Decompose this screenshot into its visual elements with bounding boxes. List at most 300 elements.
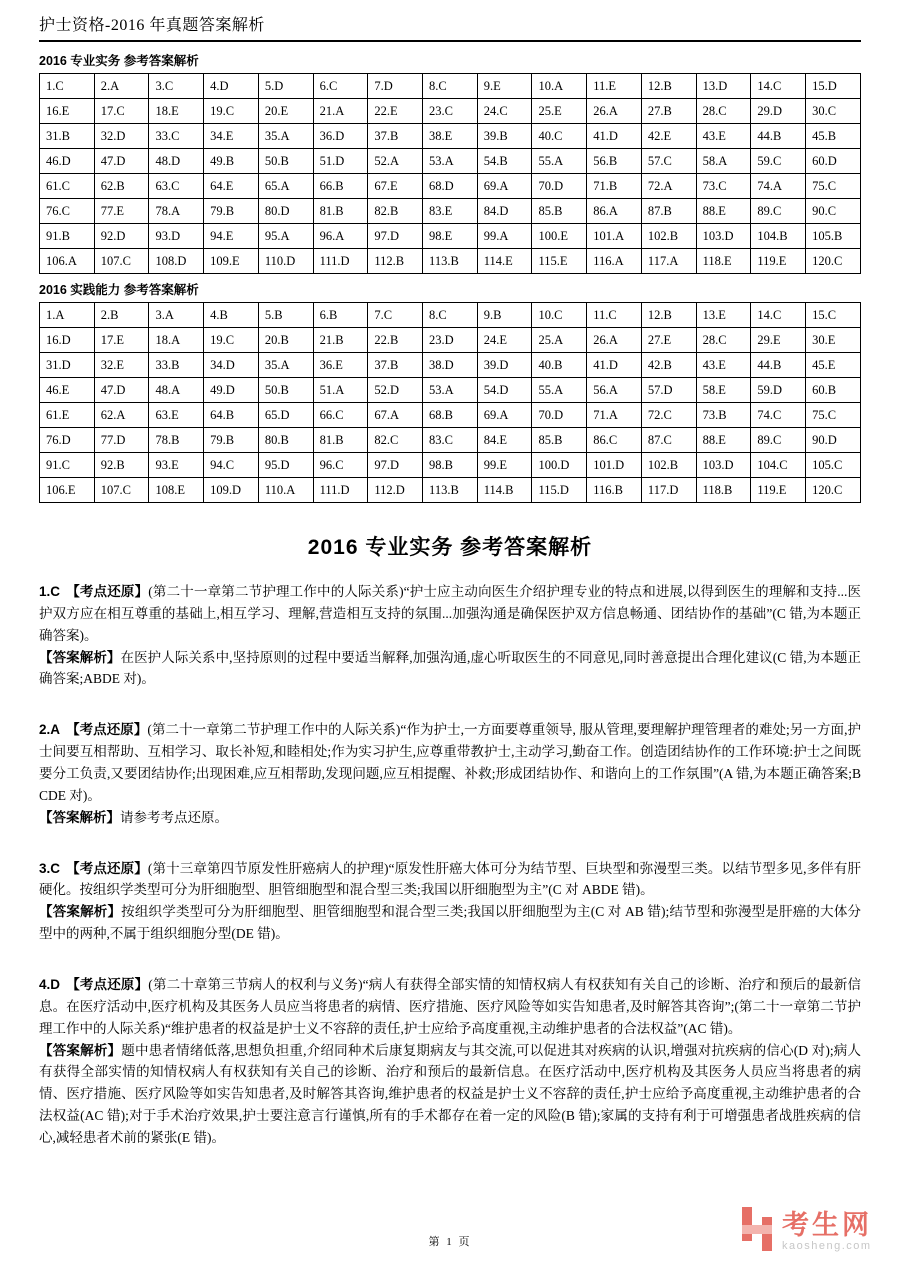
answer-cell: 72.A (641, 174, 696, 199)
answer-cell: 67.E (368, 174, 423, 199)
answer-cell: 38.E (423, 124, 478, 149)
answer-cell: 106.A (40, 249, 95, 274)
kaodian-paragraph (39, 974, 861, 1040)
answer-cell: 107.C (94, 249, 149, 274)
kaosheng-logo (739, 1206, 872, 1257)
answer-cell: 79.B (204, 199, 259, 224)
answer-cell: 95.A (258, 224, 313, 249)
answer-row (40, 224, 861, 249)
answer-cell: 44.B (751, 124, 806, 149)
answer-cell: 29.D (751, 99, 806, 124)
answer-row (40, 124, 861, 149)
answer-cell: 28.C (696, 99, 751, 124)
answer-cell: 95.D (258, 453, 313, 478)
answer-cell: 69.A (477, 403, 532, 428)
answer-cell: 31.B (40, 124, 95, 149)
answer-cell: 41.D (587, 124, 642, 149)
kaodian-text: (第二十一章第二节护理工作中的人际关系)“护士应主动向医生介绍护理专业的特点和进展,以得到医生的理解和支持...医护双方应在相互尊重的基础上,相互学习、理解,营造相互支持的氛围...加强沟通是确保医护双方信息畅通、团结协作的基础”(C 错,为本题正确答案)。 (39, 584, 862, 643)
page-number: 第 1 页 (428, 1236, 472, 1248)
answer-cell: 13.D (696, 74, 751, 99)
answer-cell: 82.B (368, 199, 423, 224)
answer-cell: 120.C (806, 249, 861, 274)
kaodian-label: 【考点还原】 (66, 977, 149, 993)
answer-cell: 67.A (368, 403, 423, 428)
answer-cell: 83.E (423, 199, 478, 224)
kaosheng-logo-icon (739, 1206, 775, 1257)
answer-cell: 16.D (40, 328, 95, 353)
answer-cell: 30.E (806, 328, 861, 353)
answer-cell: 112.D (368, 478, 423, 503)
answer-cell: 63.C (149, 174, 204, 199)
kaodian-label: 【考点还原】 (66, 584, 149, 599)
answer-cell: 99.E (477, 453, 532, 478)
answer-cell: 48.A (149, 378, 204, 403)
answer-cell: 57.D (641, 378, 696, 403)
answer-cell: 8.C (423, 303, 478, 328)
answer-cell: 57.C (641, 149, 696, 174)
answer-table-body (40, 74, 861, 274)
answer-cell: 70.D (532, 403, 587, 428)
answer-cell: 66.C (313, 403, 368, 428)
kaodian-label: 【考点还原】 (66, 722, 148, 738)
answer-cell: 46.D (40, 149, 95, 174)
answer-cell: 104.C (751, 453, 806, 478)
answer-cell: 115.E (532, 249, 587, 274)
answer-cell: 87.B (641, 199, 696, 224)
answer-cell: 39.B (477, 124, 532, 149)
answer-cell: 55.A (532, 378, 587, 403)
jiexi-text: 在医护人际关系中,坚持原则的过程中要适当解释,加强沟通,虚心听取医生的不同意见,同时善意提出合理化建议(C 错,为本题正确答案;ABDE 对)。 (39, 649, 861, 687)
answer-cell: 70.D (532, 174, 587, 199)
document-header-title: 护士资格-2016 年真题答案解析 (39, 12, 861, 42)
jiexi-label: 【答案解析】 (39, 1042, 122, 1058)
answer-cell: 48.D (149, 149, 204, 174)
answer-cell: 31.D (40, 353, 95, 378)
answer-cell: 85.B (532, 199, 587, 224)
answer-cell: 19.C (204, 328, 259, 353)
answer-cell: 23.C (423, 99, 478, 124)
answer-cell: 40.C (532, 124, 587, 149)
answer-cell: 69.A (477, 174, 532, 199)
answer-cell: 9.B (477, 303, 532, 328)
answer-cell: 84.E (477, 428, 532, 453)
answer-cell: 5.B (258, 303, 313, 328)
table-title-zhuanye-shiwu: 2016 专业实务 参考答案解析 (39, 54, 199, 68)
answer-cell: 1.C (40, 74, 95, 99)
answer-cell: 64.E (204, 174, 259, 199)
answer-cell: 50.B (258, 149, 313, 174)
answer-cell: 87.C (641, 428, 696, 453)
answer-cell: 81.B (313, 199, 368, 224)
kaosheng-logo-text (782, 1211, 872, 1253)
jiexi-paragraph (39, 807, 861, 829)
answer-cell: 97.D (368, 224, 423, 249)
answer-cell: 54.D (477, 378, 532, 403)
answer-cell: 45.E (806, 353, 861, 378)
answer-row (40, 74, 861, 99)
answer-cell: 79.B (204, 428, 259, 453)
answer-cell: 43.E (696, 353, 751, 378)
answer-row (40, 303, 861, 328)
answer-cell: 115.D (532, 478, 587, 503)
answer-cell: 118.E (696, 249, 751, 274)
answer-cell: 88.E (696, 428, 751, 453)
answer-cell: 16.E (40, 99, 95, 124)
answer-cell: 11.E (587, 74, 642, 99)
answer-cell: 105.C (806, 453, 861, 478)
answer-cell: 88.E (696, 199, 751, 224)
answer-row (40, 328, 861, 353)
answer-cell: 75.C (806, 403, 861, 428)
answer-cell: 100.D (532, 453, 587, 478)
explanation-block-3 (39, 858, 861, 945)
jiexi-paragraph (39, 901, 861, 945)
answer-cell: 80.D (258, 199, 313, 224)
answer-cell: 35.A (258, 353, 313, 378)
answer-cell: 83.C (423, 428, 478, 453)
kaosheng-logo-domain: kaosheng.com (782, 1240, 872, 1253)
answer-row (40, 428, 861, 453)
answer-cell: 21.B (313, 328, 368, 353)
answer-cell: 34.E (204, 124, 259, 149)
answer-cell: 14.C (751, 74, 806, 99)
answer-cell: 110.A (258, 478, 313, 503)
answer-cell: 40.B (532, 353, 587, 378)
answer-cell: 23.D (423, 328, 478, 353)
answer-cell: 114.E (477, 249, 532, 274)
answer-cell: 97.D (368, 453, 423, 478)
answer-row (40, 478, 861, 503)
answer-cell: 104.B (751, 224, 806, 249)
answer-cell: 59.D (751, 378, 806, 403)
answer-cell: 86.A (587, 199, 642, 224)
answer-cell: 52.A (368, 149, 423, 174)
answer-cell: 98.E (423, 224, 478, 249)
answer-cell: 6.B (313, 303, 368, 328)
answer-cell: 46.E (40, 378, 95, 403)
answer-cell: 94.C (204, 453, 259, 478)
answer-cell: 61.C (40, 174, 95, 199)
answer-table-zhuanye-shiwu (39, 73, 861, 274)
question-number: 3.C (39, 860, 61, 876)
answer-cell: 89.C (751, 428, 806, 453)
answer-cell: 102.B (641, 224, 696, 249)
jiexi-text: 题中患者情绪低落,思想负担重,介绍同种术后康复期病友与其交流,可以促进其对疾病的认识,增强对抗疾病的信心(D 对);病人有获得全部实情的知情权病人有权获知有关自己的诊断、治疗和预后的最新信息。在医疗活动中,医疗机构及其医务人员应当将患者的病情、医疗措施、医疗风险等如实告知患者,及时解答其咨询,维护患者的权益是护士义不容辞的责任,护士应给予高度重视,主动维护患者的合法权益(AC 错);对于手术治疗效果,护士要注意言行谨慎,所有的手术都存在着一定的风险(B 错);家属的支持有利于可增强患者战胜疾病的信心,减轻患者术前的紧张(E 错)。 (39, 1042, 862, 1146)
answer-cell: 33.B (149, 353, 204, 378)
answer-cell: 109.D (204, 478, 259, 503)
answer-cell: 90.C (806, 199, 861, 224)
answer-cell: 5.D (258, 74, 313, 99)
answer-cell: 24.C (477, 99, 532, 124)
answer-cell: 51.A (313, 378, 368, 403)
answer-cell: 19.C (204, 99, 259, 124)
answer-cell: 110.D (258, 249, 313, 274)
explanation-block-4 (39, 974, 861, 1149)
answer-cell: 76.D (40, 428, 95, 453)
answer-cell: 60.D (806, 149, 861, 174)
answer-cell: 116.A (587, 249, 642, 274)
answer-cell: 8.C (423, 74, 478, 99)
jiexi-label: 【答案解析】 (39, 904, 122, 920)
answer-cell: 113.B (423, 478, 478, 503)
answer-cell: 37.B (368, 353, 423, 378)
answer-cell: 18.A (149, 328, 204, 353)
jiexi-paragraph (39, 647, 861, 691)
kaodian-paragraph (39, 581, 861, 647)
answer-cell: 59.C (751, 149, 806, 174)
answer-cell: 44.B (751, 353, 806, 378)
answer-cell: 15.C (806, 303, 861, 328)
answer-cell: 42.B (641, 353, 696, 378)
answer-cell: 89.C (751, 199, 806, 224)
answer-cell: 17.C (94, 99, 149, 124)
answer-cell: 2.B (94, 303, 149, 328)
answer-cell: 25.E (532, 99, 587, 124)
answer-cell: 49.B (204, 149, 259, 174)
answer-cell: 3.C (149, 74, 204, 99)
answer-cell: 61.E (40, 403, 95, 428)
answer-cell: 91.C (40, 453, 95, 478)
answer-row (40, 99, 861, 124)
answer-cell: 42.E (641, 124, 696, 149)
answer-cell: 45.B (806, 124, 861, 149)
kaodian-text: (第二十一章第二节护理工作中的人际关系)“作为护士,一方面要尊重领导, 服从管理,要理解护理管理者的难处;另一方面,护士间要互相帮助、互相学习、取长补短,和睦相处;作为实习护生,应尊重带教护士,主动学习,勤奋工作。创造团结协作的工作环境:护士之间既要分工负责,又要团结协作;出现困难,应互相帮助,发现问题,应互相提醒、补救;形成团结协作、和谐向上的工作氛围”(A 错,为本题正确答案;BCDE 对)。 (39, 722, 861, 803)
answer-row (40, 403, 861, 428)
answer-cell: 71.A (587, 403, 642, 428)
answer-cell: 60.B (806, 378, 861, 403)
answer-cell: 108.D (149, 249, 204, 274)
answer-cell: 96.A (313, 224, 368, 249)
answer-cell: 10.A (532, 74, 587, 99)
answer-cell: 78.B (149, 428, 204, 453)
answer-cell: 112.B (368, 249, 423, 274)
answer-cell: 66.B (313, 174, 368, 199)
answer-cell: 26.A (587, 328, 642, 353)
answer-cell: 49.D (204, 378, 259, 403)
answer-cell: 117.A (641, 249, 696, 274)
answer-cell: 77.E (94, 199, 149, 224)
answer-cell: 81.B (313, 428, 368, 453)
answer-cell: 98.B (423, 453, 478, 478)
answer-cell: 99.A (477, 224, 532, 249)
answer-cell: 73.B (696, 403, 751, 428)
answer-cell: 22.E (368, 99, 423, 124)
answer-cell: 34.D (204, 353, 259, 378)
answer-table-shijian-nengli (39, 302, 861, 503)
answer-row (40, 453, 861, 478)
jiexi-paragraph (39, 1040, 861, 1149)
answer-cell: 29.E (751, 328, 806, 353)
answer-cell: 20.B (258, 328, 313, 353)
answer-cell: 63.E (149, 403, 204, 428)
answer-cell: 119.E (751, 478, 806, 503)
answer-cell: 84.D (477, 199, 532, 224)
answer-cell: 103.D (696, 224, 751, 249)
answer-cell: 93.E (149, 453, 204, 478)
answer-row (40, 199, 861, 224)
answer-cell: 109.E (204, 249, 259, 274)
answer-cell: 18.E (149, 99, 204, 124)
answer-cell: 92.D (94, 224, 149, 249)
answer-cell: 52.D (368, 378, 423, 403)
answer-cell: 43.E (696, 124, 751, 149)
answer-cell: 58.A (696, 149, 751, 174)
answer-cell: 1.A (40, 303, 95, 328)
answer-cell: 58.E (696, 378, 751, 403)
kaodian-label: 【考点还原】 (66, 860, 148, 876)
answer-cell: 7.C (368, 303, 423, 328)
answer-cell: 4.D (204, 74, 259, 99)
answer-cell: 38.D (423, 353, 478, 378)
answer-cell: 47.D (94, 378, 149, 403)
answer-cell: 82.C (368, 428, 423, 453)
answer-table-body (40, 303, 861, 503)
answer-cell: 36.D (313, 124, 368, 149)
answer-row (40, 149, 861, 174)
answer-cell: 20.E (258, 99, 313, 124)
answer-cell: 56.A (587, 378, 642, 403)
answer-cell: 94.E (204, 224, 259, 249)
answer-cell: 73.C (696, 174, 751, 199)
answer-cell: 86.C (587, 428, 642, 453)
answer-cell: 105.B (806, 224, 861, 249)
answer-cell: 114.B (477, 478, 532, 503)
answer-cell: 9.E (477, 74, 532, 99)
answer-cell: 103.D (696, 453, 751, 478)
answer-cell: 85.B (532, 428, 587, 453)
table-title-shijian-nengli: 2016 实践能力 参考答案解析 (39, 283, 199, 297)
answer-cell: 93.D (149, 224, 204, 249)
answer-cell: 37.B (368, 124, 423, 149)
answer-cell: 22.B (368, 328, 423, 353)
answer-cell: 64.B (204, 403, 259, 428)
answer-cell: 107.C (94, 478, 149, 503)
answer-cell: 50.B (258, 378, 313, 403)
answer-cell: 6.C (313, 74, 368, 99)
answer-cell: 36.E (313, 353, 368, 378)
kaodian-text: (第十三章第四节原发性肝癌病人的护理)“原发性肝癌大体可分为结节型、巨块型和弥漫型三类。以结节型多见,多伴有肝硬化。按组织学类型可分为肝细胞型、胆管细胞型和混合型三类;我国以肝细胞型为主”(C 对 ABDE 错)。 (39, 860, 862, 898)
answer-cell: 116.B (587, 478, 642, 503)
answer-cell: 120.C (806, 478, 861, 503)
answer-cell: 32.E (94, 353, 149, 378)
answer-cell: 53.A (423, 378, 478, 403)
answer-cell: 54.B (477, 149, 532, 174)
answer-cell: 53.A (423, 149, 478, 174)
answer-cell: 62.A (94, 403, 149, 428)
answer-cell: 68.D (423, 174, 478, 199)
answer-cell: 108.E (149, 478, 204, 503)
explanation-block-1 (39, 581, 861, 690)
kaosheng-logo-name: 考生网 (782, 1209, 872, 1240)
kaodian-paragraph (39, 719, 861, 806)
answer-cell: 100.E (532, 224, 587, 249)
kaodian-text: (第二十章第三节病人的权利与义务)“病人有获得全部实情的知情权病人有权获知有关自己的诊断、治疗和预后的最新信息。在医疗活动中,医疗机构及其医务人员应当将患者的病情、医疗措施、医疗风险等如实告知患者,及时解答其咨询”;(第二十一章第二节护理工作中的人际关系)“维护患者的权益是护士义不容辞的责任,护士应给予高度重视,主动维护患者的合法权益”(AC 错)。 (39, 977, 862, 1036)
answer-cell: 90.D (806, 428, 861, 453)
answer-cell: 15.D (806, 74, 861, 99)
answer-cell: 41.D (587, 353, 642, 378)
answer-cell: 74.A (751, 174, 806, 199)
answer-cell: 47.D (94, 149, 149, 174)
answer-cell: 76.C (40, 199, 95, 224)
answer-cell: 118.B (696, 478, 751, 503)
answer-cell: 14.C (751, 303, 806, 328)
answer-cell: 74.C (751, 403, 806, 428)
jiexi-text: 按组织学类型可分为肝细胞型、胆管细胞型和混合型三类;我国以肝细胞型为主(C 对 AB 错);结节型和弥漫型是肝癌的大体分型中的两种,不属于组织细胞分型(DE 错)。 (39, 904, 862, 942)
answer-cell: 21.A (313, 99, 368, 124)
jiexi-text: 请参考考点还原。 (120, 809, 228, 825)
answer-cell: 39.D (477, 353, 532, 378)
answer-cell: 78.A (149, 199, 204, 224)
answer-cell: 17.E (94, 328, 149, 353)
answer-cell: 72.C (641, 403, 696, 428)
answer-cell: 113.B (423, 249, 478, 274)
answer-cell: 25.A (532, 328, 587, 353)
answer-cell: 27.E (641, 328, 696, 353)
answer-cell: 71.B (587, 174, 642, 199)
answer-cell: 32.D (94, 124, 149, 149)
answer-row (40, 174, 861, 199)
answer-cell: 75.C (806, 174, 861, 199)
answer-cell: 30.C (806, 99, 861, 124)
answer-cell: 101.D (587, 453, 642, 478)
answer-cell: 91.B (40, 224, 95, 249)
answer-cell: 13.E (696, 303, 751, 328)
answer-cell: 56.B (587, 149, 642, 174)
answer-cell: 102.B (641, 453, 696, 478)
answer-cell: 26.A (587, 99, 642, 124)
answer-cell: 111.D (313, 478, 368, 503)
answer-cell: 51.D (313, 149, 368, 174)
explanation-block-2 (39, 719, 861, 828)
answer-cell: 117.D (641, 478, 696, 503)
answer-cell: 10.C (532, 303, 587, 328)
jiexi-label: 【答案解析】 (39, 649, 121, 665)
answer-cell: 11.C (587, 303, 642, 328)
answer-cell: 55.A (532, 149, 587, 174)
answer-cell: 65.A (258, 174, 313, 199)
answer-cell: 92.B (94, 453, 149, 478)
answer-cell: 12.B (641, 303, 696, 328)
answer-cell: 33.C (149, 124, 204, 149)
answer-cell: 12.B (641, 74, 696, 99)
question-number: 1.C (39, 584, 61, 599)
answer-cell: 24.E (477, 328, 532, 353)
section-title: 2016 专业实务 参考答案解析 (307, 536, 593, 559)
answer-cell: 111.D (313, 249, 368, 274)
question-number: 4.D (39, 977, 61, 993)
answer-cell: 2.A (94, 74, 149, 99)
question-number: 2.A (39, 722, 61, 738)
answer-cell: 3.A (149, 303, 204, 328)
kaodian-paragraph (39, 858, 861, 902)
answer-cell: 7.D (368, 74, 423, 99)
answer-cell: 65.D (258, 403, 313, 428)
answer-row (40, 249, 861, 274)
answer-cell: 68.B (423, 403, 478, 428)
answer-cell: 27.B (641, 99, 696, 124)
answer-cell: 77.D (94, 428, 149, 453)
jiexi-label: 【答案解析】 (39, 809, 120, 825)
answer-cell: 28.C (696, 328, 751, 353)
answer-cell: 106.E (40, 478, 95, 503)
answer-cell: 62.B (94, 174, 149, 199)
answer-cell: 4.B (204, 303, 259, 328)
answer-cell: 35.A (258, 124, 313, 149)
answer-row (40, 353, 861, 378)
answer-cell: 80.B (258, 428, 313, 453)
answer-cell: 96.C (313, 453, 368, 478)
answer-cell: 101.A (587, 224, 642, 249)
